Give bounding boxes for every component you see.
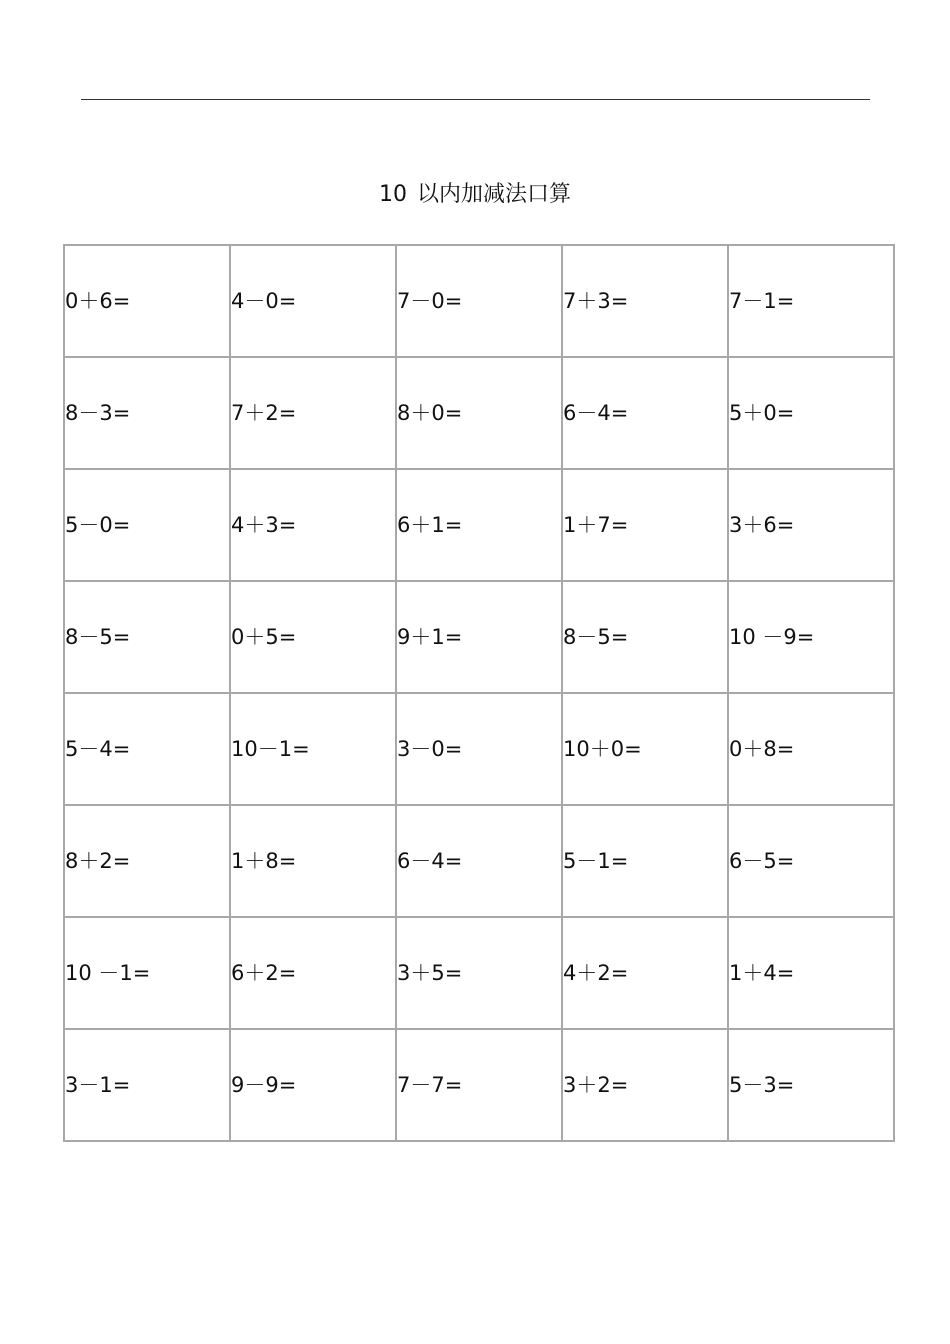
problem-cell: 5－1= [562, 805, 728, 917]
table-row [64, 693, 894, 805]
problem-cell: 5－3= [728, 1029, 894, 1141]
table-row [64, 357, 894, 469]
table-row [64, 917, 894, 1029]
problem-cell: 3－0= [396, 693, 562, 805]
problem-cell: 8－3= [64, 357, 230, 469]
problem-cell: 6＋1= [396, 469, 562, 581]
problem-cell: 10＋0= [562, 693, 728, 805]
problem-cell: 0＋8= [728, 693, 894, 805]
problem-cell: 1＋8= [230, 805, 396, 917]
table-row [64, 469, 894, 581]
page-title [0, 180, 950, 210]
problem-cell: 7＋3= [562, 245, 728, 357]
problem-cell: 4＋3= [230, 469, 396, 581]
problem-cell: 4＋2= [562, 917, 728, 1029]
problem-cell: 10－1= [230, 693, 396, 805]
problem-cell: 6－4= [562, 357, 728, 469]
table-row [64, 245, 894, 357]
page-title-number: 10 [378, 182, 407, 207]
problem-cell: 7－1= [728, 245, 894, 357]
problem-cell: 8－5= [562, 581, 728, 693]
problem-cell: 9＋1= [396, 581, 562, 693]
problem-cell: 4－0= [230, 245, 396, 357]
problem-cell: 5－4= [64, 693, 230, 805]
problem-cell: 3＋2= [562, 1029, 728, 1141]
problem-cell: 7＋2= [230, 357, 396, 469]
problem-cell: 1＋4= [728, 917, 894, 1029]
problem-cell: 3＋6= [728, 469, 894, 581]
problem-cell: 10 －1= [64, 917, 230, 1029]
problem-cell: 5＋0= [728, 357, 894, 469]
problem-cell: 0＋6= [64, 245, 230, 357]
problem-cell: 10 －9= [728, 581, 894, 693]
header-rule [81, 99, 870, 100]
arithmetic-table [63, 244, 895, 1142]
problem-cell: 8－5= [64, 581, 230, 693]
table-row [64, 805, 894, 917]
problem-cell: 3－1= [64, 1029, 230, 1141]
problem-cell: 5－0= [64, 469, 230, 581]
problem-cell: 7－7= [396, 1029, 562, 1141]
problem-cell: 0＋5= [230, 581, 396, 693]
problem-cell: 6－4= [396, 805, 562, 917]
page-title-text: 以内加减法口算 [416, 182, 571, 207]
problem-cell: 9－9= [230, 1029, 396, 1141]
problem-cell: 3＋5= [396, 917, 562, 1029]
problem-cell: 8＋0= [396, 357, 562, 469]
problem-cell: 6－5= [728, 805, 894, 917]
problem-cell: 1＋7= [562, 469, 728, 581]
problem-cell: 7－0= [396, 245, 562, 357]
problem-cell: 6＋2= [230, 917, 396, 1029]
problem-cell: 8＋2= [64, 805, 230, 917]
table-row [64, 581, 894, 693]
table-row [64, 1029, 894, 1141]
